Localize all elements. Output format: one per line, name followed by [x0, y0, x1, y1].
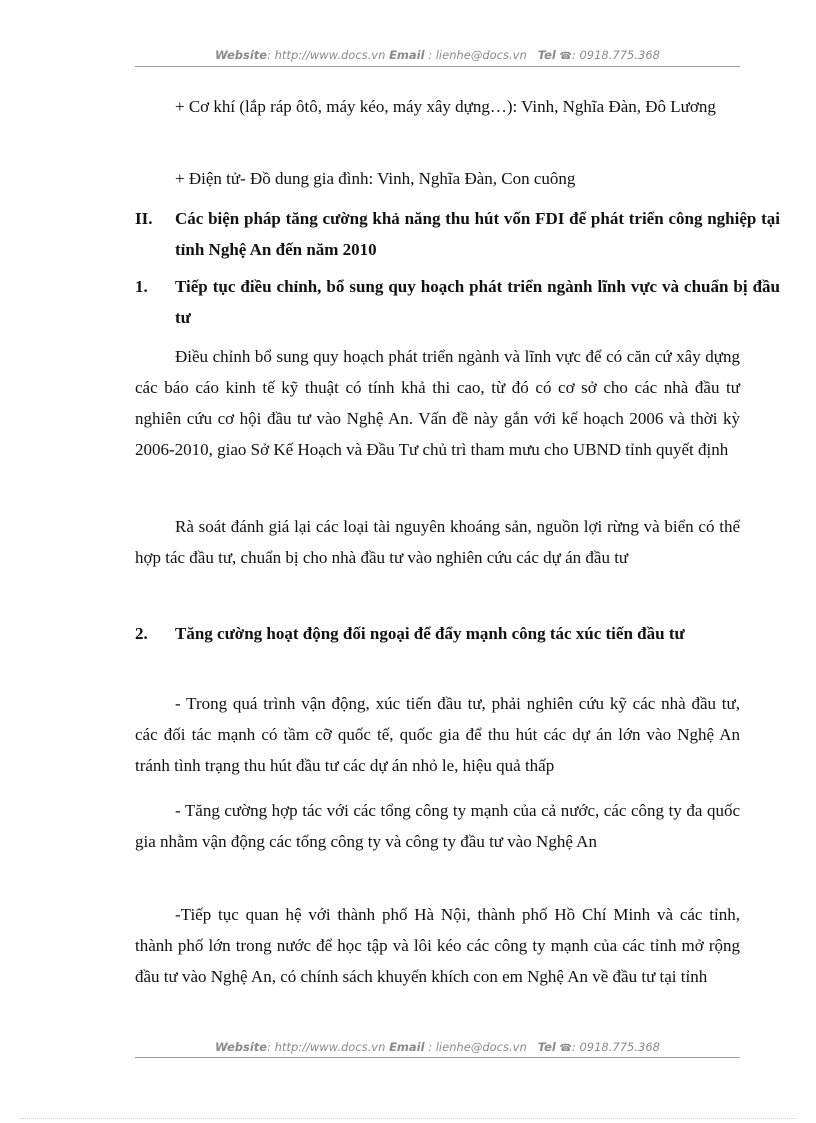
subsection-heading-1: [135, 271, 780, 333]
footer-divider: [135, 1057, 740, 1058]
header-tel-value: : 0918.775.368: [571, 48, 660, 62]
header-website-value[interactable]: : http://www.docs.vn: [267, 48, 386, 62]
header-email-value[interactable]: : lienhe@docs.vn: [424, 48, 527, 62]
paragraph-planning: Điều chỉnh bổ sung quy hoạch phát triển ngành và lĩnh vực để có căn cứ xây dựng các báo cáo kinh tế kỹ thuật có tính khả thi cao, từ đó có cơ sở cho các nhà đầu tư nghiên cứu cơ hội đầu tư vào Nghệ An. Vấn đề này gắn với kế hoạch 2006 và thời kỳ 2006-2010, giao Sở Kế Hoạch và Đầu Tư chủ trì tham mưu cho UBND tỉnh quyết định: [135, 347, 740, 459]
paragraph-investment-promotion: - Trong quá trình vận động, xúc tiến đầu tư, phải nghiên cứu kỹ các nhà đầu tư, các đối tác mạnh có tầm cỡ quốc tế, quốc gia để thu hút các dự án lớn vào Nghệ An tránh tình trạng thu hút đầu tư các dự án nhỏ le, hiệu quả thấp: [135, 694, 740, 775]
subsection-number: 2.: [135, 624, 148, 643]
subsection-title: Tăng cường hoạt động đối ngoại để đẩy mạnh công tác xúc tiến đầu tư: [175, 624, 685, 643]
paragraph-cooperation: - Tăng cường hợp tác với các tổng công ty mạnh của cả nước, các công ty đa quốc gia nhằm vận động các tổng công ty và công ty đầu tư vào Nghệ An: [135, 801, 740, 851]
footer-website-label: Website: [215, 1040, 268, 1054]
phone-icon: ☎: [559, 1043, 572, 1054]
paragraph-electronics: + Điện tử- Đồ dung gia đình: Vinh, Nghĩa Đàn, Con cuông: [175, 169, 576, 188]
section-heading-ii: [135, 203, 780, 265]
header-email-label: Email: [389, 48, 425, 62]
header-website-label: Website: [215, 48, 268, 62]
footer-email-label: Email: [389, 1040, 425, 1054]
paragraph-mechanical: + Cơ khí (lắp ráp ôtô, máy kéo, máy xây dựng…): Vinh, Nghĩa Đàn, Đô Lương: [175, 97, 716, 116]
page-header: [135, 48, 740, 62]
paragraph-relations: -Tiếp tục quan hệ với thành phố Hà Nội, thành phố Hồ Chí Minh và các tỉnh, thành phố lớn trong nước để học tập và lôi kéo các công ty mạnh của các tỉnh mở rộng đầu tư vào Nghệ An, có chính sách khuyến khích con em Nghệ An về đầu tư tại tỉnh: [135, 905, 740, 986]
header-tel-label: Tel: [537, 48, 556, 62]
section-title: Các biện pháp tăng cường khả năng thu hút vốn FDI để phát triển công nghiệp tại tỉnh Nghệ An đến năm 2010: [175, 209, 780, 259]
footer-tel-label: Tel: [537, 1040, 556, 1054]
page-bottom-dotted-line: [20, 1118, 796, 1119]
footer-tel-value: : 0918.775.368: [571, 1040, 660, 1054]
footer-email-value[interactable]: : lienhe@docs.vn: [424, 1040, 527, 1054]
subsection-number: 1.: [135, 277, 148, 296]
footer-website-value[interactable]: : http://www.docs.vn: [267, 1040, 386, 1054]
subsection-heading-2: [135, 618, 780, 649]
subsection-title: Tiếp tục điều chỉnh, bổ sung quy hoạch phát triển ngành lĩnh vực và chuẩn bị đầu tư: [175, 277, 780, 327]
paragraph-resources: Rà soát đánh giá lại các loại tài nguyên khoáng sản, nguồn lợi rừng và biển có thể hợp tác đầu tư, chuẩn bị cho nhà đầu tư vào nghiên cứu các dự án đầu tư: [135, 517, 740, 567]
page-footer: [135, 1040, 740, 1054]
phone-icon: ☎: [559, 51, 572, 62]
header-divider: [135, 66, 740, 67]
section-number: II.: [135, 209, 153, 228]
